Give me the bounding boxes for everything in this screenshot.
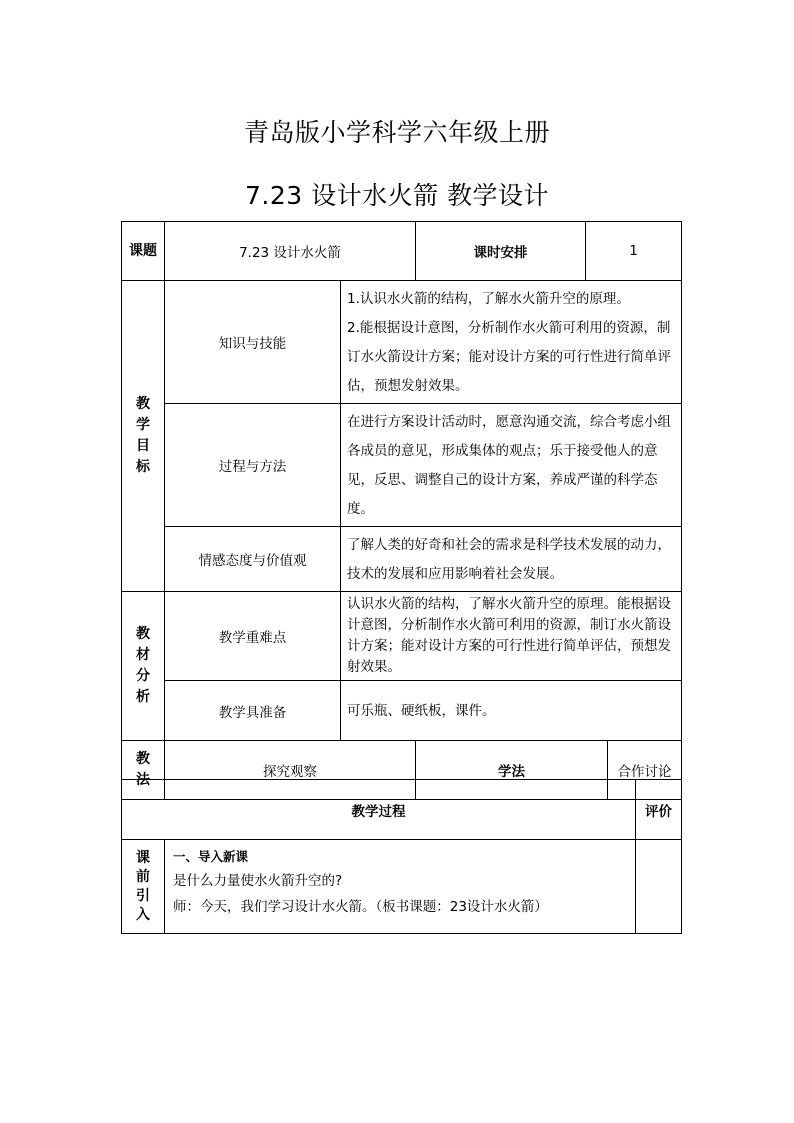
topic-row: [122, 222, 682, 281]
evaluation-cell: [636, 840, 682, 934]
objective-row-knowledge: [122, 281, 682, 404]
pre-class-content: [165, 840, 636, 934]
objective-row-process: [122, 404, 682, 527]
schedule-value: 1: [586, 222, 682, 281]
objective-name: 情感态度与价值观: [165, 527, 341, 592]
analysis-row-keypoints: [122, 592, 682, 681]
objective-content: [341, 281, 682, 404]
lesson-plan-table: [121, 221, 682, 800]
objective-line: 了解人类的好奇和社会的需求是科学技术发展的动力，技术的发展和应用影响着社会发展。: [347, 537, 671, 582]
analysis-name: 教学具准备: [165, 681, 341, 741]
section-heading: 一、导入新课: [173, 849, 249, 864]
objective-name: 过程与方法: [165, 404, 341, 527]
objective-content: [341, 527, 682, 592]
study-method-label: 学法: [416, 741, 608, 800]
objective-content: [341, 404, 682, 527]
objective-name: 知识与技能: [165, 281, 341, 404]
pre-class-label-cell: [122, 840, 165, 934]
evaluation-header: 评价: [636, 780, 682, 840]
process-header-row: [122, 780, 682, 840]
study-method-value: 合作讨论: [608, 741, 682, 800]
objectives-label-cell: [122, 281, 165, 592]
process-header: 教学过程: [122, 780, 636, 840]
analysis-row-materials: [122, 681, 682, 741]
objectives-label: 教学目标: [136, 396, 150, 475]
document-title: 青岛版小学科学六年级上册: [243, 118, 550, 147]
schedule-label: 课时安排: [416, 222, 586, 281]
analysis-label: 教材分析: [136, 626, 150, 705]
objective-row-attitude: [122, 527, 682, 592]
topic-label-cell: [122, 222, 165, 281]
pre-class-row: [122, 840, 682, 934]
teacher-line: 师：今天，我们学习设计水火箭。（板书课题：23设计水火箭）: [173, 899, 548, 915]
objective-line: 2.能根据设计意图，分析制作水火箭可利用的资源，制订水火箭设计方案；能对设计方案的可行性进行简单评估，预想发射效果。: [347, 320, 671, 394]
analysis-name: 教学重难点: [165, 592, 341, 681]
topic-value: 7.23 设计水火箭: [165, 222, 416, 281]
topic-label: 课题: [129, 242, 157, 259]
lesson-title: 7.23 设计水火箭 教学设计: [244, 181, 550, 210]
pre-class-label: 课前引入: [136, 849, 150, 923]
question-text: 是什么力量使水火箭升空的?: [173, 873, 343, 889]
methods-label: 教法: [136, 751, 150, 788]
objective-line: 1.认识水火箭的结构，了解水火箭升空的原理。: [347, 291, 630, 307]
teaching-process-table: [121, 779, 682, 934]
analysis-content: 认识水火箭的结构，了解水火箭升空的原理。能根据设计意图，分析制作水火箭可利用的资源，制订水火箭设计方案；能对设计方案的可行性进行简单评估，预想发射效果。: [341, 592, 682, 681]
teaching-method-value: 探究观察: [165, 741, 416, 800]
analysis-content: 可乐瓶、硬纸板，课件。: [341, 681, 682, 741]
objective-line: 在进行方案设计活动时，愿意沟通交流，综合考虑小组各成员的意见，形成集体的观点；乐于接受他人的意见，反思、调整自己的设计方案，养成严谨的科学态度。: [347, 414, 671, 517]
analysis-label-cell: [122, 592, 165, 741]
